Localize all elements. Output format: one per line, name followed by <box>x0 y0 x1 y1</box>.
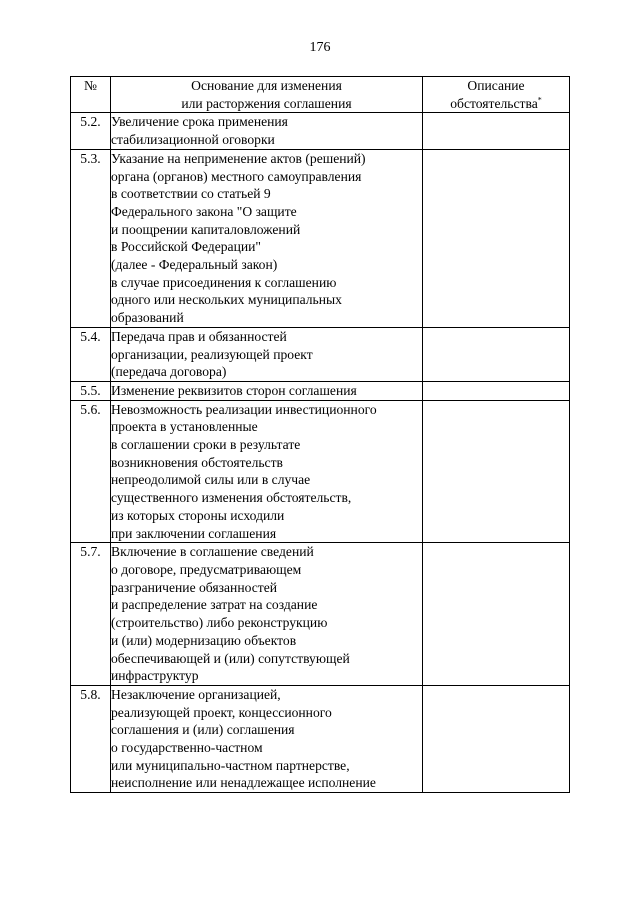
basis-line: неисполнение или ненадлежащее исполнение <box>111 775 376 791</box>
basis-line: и поощрении капиталовложений <box>111 221 301 237</box>
table-row <box>71 149 570 327</box>
header-description <box>423 77 570 113</box>
row-basis <box>111 685 423 792</box>
basis-line: Передача прав и обязанностей <box>111 328 287 344</box>
header-number: № <box>71 77 111 113</box>
row-basis <box>111 149 423 327</box>
basis-line: организации, реализующей проект <box>111 346 313 362</box>
header-basis-line: Основание для изменения <box>191 78 342 93</box>
basis-line: или муниципально-частном партнерстве, <box>111 757 350 773</box>
header-basis <box>111 77 423 113</box>
row-description <box>423 400 570 543</box>
basis-line: (далее - Федеральный закон) <box>111 257 278 273</box>
basis-line: разграничение обязанностей <box>111 579 278 595</box>
row-number: 5.7. <box>71 543 111 686</box>
basis-line: Увеличение срока применения <box>111 114 288 130</box>
footnote-marker: * <box>537 95 542 105</box>
row-description <box>423 113 570 149</box>
basis-line: в соглашении сроки в результате <box>111 437 301 453</box>
basis-line: в соответствии со статьей 9 <box>111 186 271 202</box>
basis-line: проекта в установленные <box>111 419 258 435</box>
row-number: 5.5. <box>71 381 111 400</box>
basis-line: реализующей проект, концессионного <box>111 704 332 720</box>
row-number: 5.8. <box>71 685 111 792</box>
basis-line: образований <box>111 310 184 326</box>
row-description <box>423 327 570 381</box>
table-row <box>71 381 570 400</box>
row-number: 5.4. <box>71 327 111 381</box>
basis-line: органа (органов) местного самоуправления <box>111 168 362 184</box>
table-row <box>71 543 570 686</box>
page-number: 176 <box>309 40 331 55</box>
row-number: 5.2. <box>71 113 111 149</box>
basis-line: и распределение затрат на создание <box>111 597 318 613</box>
table-row <box>71 327 570 381</box>
basis-line: соглашения и (или) соглашения <box>111 722 295 738</box>
basis-line: Включение в соглашение сведений <box>111 544 314 560</box>
row-basis <box>111 327 423 381</box>
header-description-line <box>423 95 569 113</box>
row-number: 5.6. <box>71 400 111 543</box>
basis-line: существенного изменения обстоятельств, <box>111 490 352 506</box>
basis-line: Незаключение организацией, <box>111 686 281 702</box>
basis-line: (строительство) либо реконструкцию <box>111 615 328 631</box>
row-description <box>423 685 570 792</box>
row-basis <box>111 543 423 686</box>
row-description <box>423 381 570 400</box>
basis-line: Изменение реквизитов сторон соглашения <box>111 382 357 398</box>
row-basis <box>111 381 423 400</box>
table-row <box>71 685 570 792</box>
row-description <box>423 543 570 686</box>
basis-line: о государственно-частном <box>111 740 263 756</box>
table-header-row <box>71 77 570 113</box>
basis-line: непреодолимой силы или в случае <box>111 472 311 488</box>
basis-line: (передача договора) <box>111 364 227 380</box>
basis-line: обеспечивающей и (или) сопутствующей <box>111 650 350 666</box>
table-row <box>71 400 570 543</box>
basis-line: инфраструктур <box>111 668 199 684</box>
basis-line: возникновения обстоятельств <box>111 454 283 470</box>
header-description-text: обстоятельства <box>450 95 538 111</box>
row-basis <box>111 400 423 543</box>
basis-line: Невозможность реализации инвестиционного <box>111 401 377 417</box>
row-number: 5.3. <box>71 149 111 327</box>
header-description-line: Описание <box>467 78 525 93</box>
basis-line: в Российской Федерации" <box>111 239 261 255</box>
basis-line: Указание на неприменение актов (решений) <box>111 150 366 166</box>
row-description <box>423 149 570 327</box>
basis-line: в случае присоединения к соглашению <box>111 274 337 290</box>
basis-line: о договоре, предусматривающем <box>111 561 302 577</box>
basis-line: при заключении соглашения <box>111 525 277 541</box>
table-row <box>71 113 570 149</box>
row-basis <box>111 113 423 149</box>
basis-line: одного или нескольких муниципальных <box>111 292 342 308</box>
basis-line: стабилизационной оговорки <box>111 132 275 148</box>
basis-line: Федерального закона "О защите <box>111 203 297 219</box>
basis-line: и (или) модернизацию объектов <box>111 632 297 648</box>
basis-line: из которых стороны исходили <box>111 507 285 523</box>
table-body <box>71 113 570 793</box>
agreement-changes-table <box>70 76 570 793</box>
header-basis-line: или расторжения соглашения <box>181 95 352 111</box>
